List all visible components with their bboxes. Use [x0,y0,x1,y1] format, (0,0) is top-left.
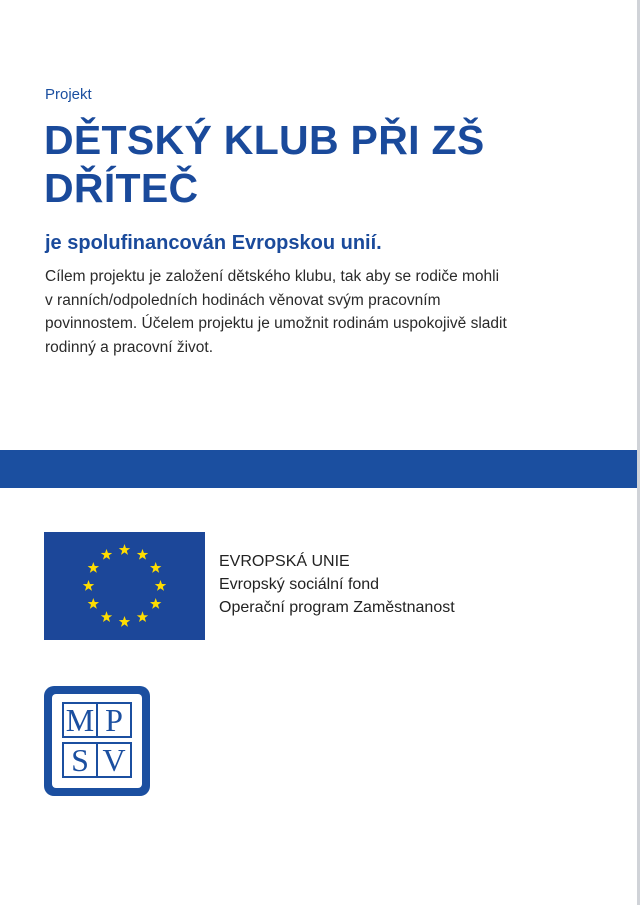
eu-flag-star [119,616,130,627]
project-title [44,116,604,212]
eu-flag-star [88,562,99,573]
eu-flag-star [150,562,161,573]
eu-name: EVROPSKÁ UNIE [219,553,350,570]
mpsv-logo-bottom-row [62,742,132,778]
eu-flag-star [119,544,130,555]
project-description [45,265,600,359]
description-line-3: povinnostem. Účelem projektu je umožnit rodinám uspokojivě sladit [45,315,507,332]
eu-flag-star [101,549,112,560]
eu-flag-star [83,580,94,591]
mpsv-logo [44,686,150,796]
description-line-4: rodinný a pracovní život. [45,338,214,356]
eu-program-name: Operační program Zaměstnanost [219,599,455,616]
eu-flag-logo [44,532,205,640]
eu-fund-name: Evropský sociální fond [219,576,380,593]
blue-divider-band [0,450,637,488]
mpsv-letter-p: P [96,704,130,736]
project-title-line-2: DŘÍTEČ [44,165,199,211]
project-label: Projekt [45,86,92,103]
eu-flag-star [101,611,112,622]
mpsv-logo-top-row [62,702,132,738]
eu-flag-star [137,611,148,622]
mpsv-logo-inner [52,694,142,788]
mpsv-letter-m: M [65,702,95,738]
description-line-1: Cílem projektu je založení dětského klubu, tak aby se rodiče mohli [45,268,500,285]
eu-funding-text [219,550,455,619]
funding-statement: je spolufinancován Evropskou unií. [45,232,382,254]
eu-flag-star [150,598,161,609]
eu-flag-star [88,598,99,609]
project-title-line-1: DĚTSKÝ KLUB PŘI ZŠ [44,117,485,163]
mpsv-letter-v: V [96,744,130,776]
description-line-2: v ranních/odpoledních hodinách věnovat svým pracovním [45,291,441,309]
mpsv-letter-s: S [71,742,89,778]
eu-flag-graphic [44,532,205,640]
eu-flag-star [155,580,166,591]
eu-flag-star [137,549,148,560]
